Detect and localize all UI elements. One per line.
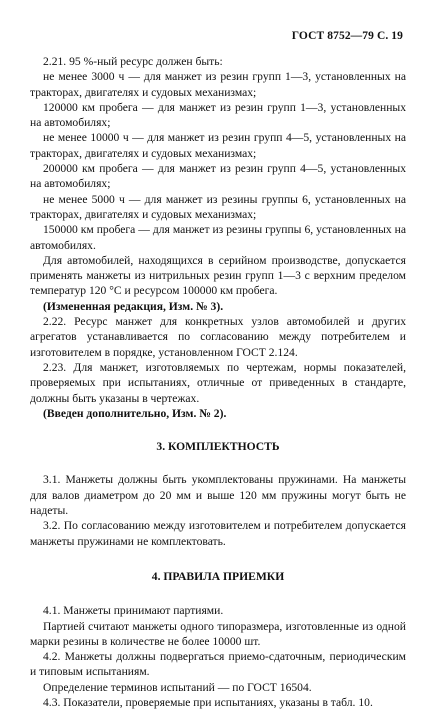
paragraph: не менее 3000 ч — для манжет из резин групп 1—3, установленных на тракторах, двигателях и судовых механизмах; <box>30 70 406 99</box>
section-title-completeness: 3. КОМПЛЕКТНОСТЬ <box>156 440 280 454</box>
page-header: ГОСТ 8752—79 С. 19 <box>291 30 403 42</box>
paragraph: 2.22. Ресурс манжет для конкретных узлов автомобилей и других агрегатов устанавливается по согласованию между потребителем и изготовителем в порядке, установленном ГОСТ 2.124. <box>30 315 406 359</box>
paragraph: не менее 5000 ч — для манжет из резины группы 6, установленных на тракторах, двигателях и судовых механизмах; <box>30 192 406 221</box>
paragraph: 4.3. Показатели, проверяемые при испытаниях, указаны в табл. 10. <box>43 695 373 709</box>
paragraph: не менее 10000 ч — для манжет из резин групп 4—5, установленных на тракторах, двигателях и судовых механизмах; <box>30 131 406 160</box>
section-title-acceptance-rules: 4. ПРАВИЛА ПРИЕМКИ <box>151 569 285 583</box>
paragraph: 2.23. Для манжет, изготовляемых по чертежам, нормы показателей, проверяемых при испытаниях, отличные от приведенных в стандарте, должны быть указаны в чертежах. <box>30 360 406 405</box>
paragraph: 4.2. Манжеты должны подвергаться приемо-сдаточным, периодическим и типовым испытаниям. <box>30 650 406 679</box>
paragraph: 3.1. Манжеты должны быть укомплектованы пружинами. На манжеты для валов диаметром до 20 мм и выше 120 мм пружины могут быть не надеты. <box>30 473 406 518</box>
document-body <box>30 54 406 710</box>
paragraph: 4.1. Манжеты принимают партиями. <box>43 604 224 618</box>
amendment-note: (Введен дополнительно, Изм. № 2). <box>43 406 227 420</box>
paragraph: Для автомобилей, находящихся в серийном производстве, допускается применять манжеты из нитрильных резин групп 1—3 с верхним пределом температур 120 °С и ресурсом 100000 км пробега. <box>30 253 406 298</box>
paragraph: 2.21. 95 %-ный ресурс должен быть: <box>43 55 223 68</box>
paragraph: 120000 км пробега — для манжет из резин групп 1—3, установленных на автомобилях; <box>30 100 406 130</box>
paragraph: 3.2. По согласованию между изготовителем и потребителем допускается манжеты пружинами не комплектовать. <box>30 519 406 548</box>
paragraph: 150000 км пробега — для манжет из резины группы 6, установленных на автомобилях. <box>30 223 406 252</box>
amendment-note: (Измененная редакция, Изм. № 3). <box>43 299 224 313</box>
paragraph: Определение терминов испытаний — по ГОСТ 16504. <box>43 680 312 694</box>
paragraph: Партией считают манжеты одного типоразмера, изготовленные из одной марки резины в количестве не более 10000 шт. <box>30 619 406 648</box>
paragraph: 200000 км пробега — для манжет из резин групп 4—5, установленных на автомобилях; <box>30 162 406 191</box>
